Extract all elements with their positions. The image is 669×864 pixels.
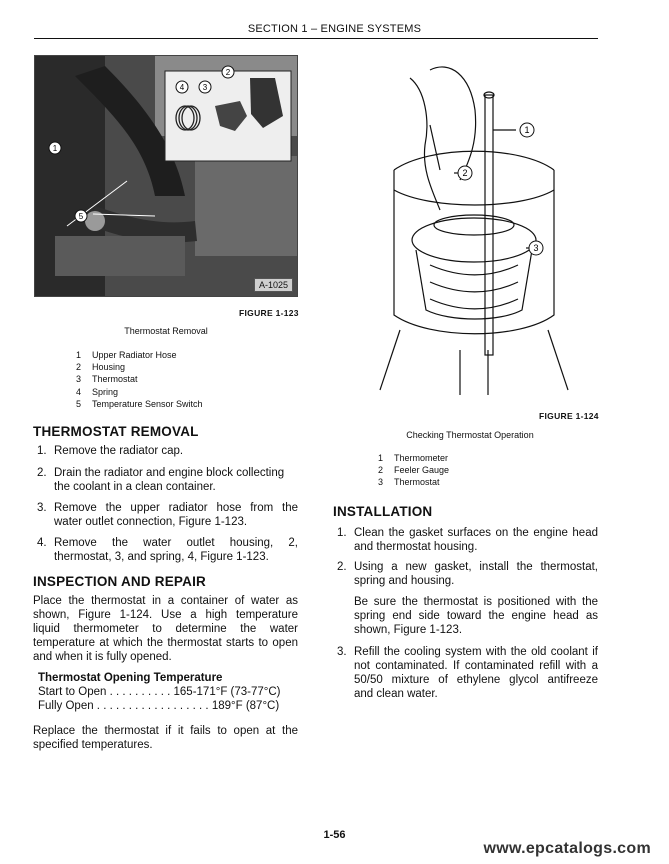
header-rule [34,38,598,39]
figure-1-124-legend [378,452,449,489]
heading-inspection-repair: INSPECTION AND REPAIR [33,574,206,589]
removal-step: 3. Remove the upper radiator hose from the water outlet connection, Figure 1-123. [37,502,298,528]
figure-1-123-legend [76,349,203,410]
installation-step: 2. Using a new gasket, install the thermostat, spring and housing. [337,561,598,587]
legend-item: 1 Upper Radiator Hose [76,350,177,360]
inspection-paragraph: Place the thermostat in a container of water as shown, Figure 1-124. Use a high temperature liquid thermometer to determine the water temperature at which the thermostat starts to open and when it is fully opened. [33,595,298,663]
figure-1-123-photo [34,55,298,297]
legend-item: 1 Thermometer [378,453,449,463]
legend-item: 3 Thermostat [76,374,138,385]
removal-step: 4. Remove the water outlet housing, 2, thermostat, 3, and spring, 4, Figure 1-123. [37,537,298,563]
callout-2: 2 [225,68,231,77]
figure-1-123-caption: Thermostat Removal [124,326,208,336]
replace-paragraph: Replace the thermostat if it fails to open at the specified temperatures. [33,725,298,751]
figure-1-124-label: FIGURE 1-124 [539,411,599,421]
heading-thermostat-removal: THERMOSTAT REMOVAL [33,424,199,439]
figure-1-124-caption: Checking Thermostat Operation [406,430,534,440]
legend-item: 2 Feeler Gauge [378,465,450,476]
callout-1: 1 [524,125,530,135]
installation-step: 3. Refill the cooling system with the old coolant if not contaminated. If contaminated refill with a 50/50 mixture of ethylene glycol antifreeze and clean water. [337,646,598,700]
figure-1-123-label: FIGURE 1-123 [239,308,299,318]
callout-5: 5 [78,212,84,221]
callout-1: 1 [52,144,58,153]
art-reference-tag: A-1025 [254,278,293,292]
callout-3: 3 [202,83,208,92]
section-header: SECTION 1 – ENGINE SYSTEMS [247,23,422,35]
removal-step: 1. Remove the radiator cap. [37,445,184,457]
installation-step: 1. Clean the gasket surfaces on the engine head and thermostat housing. [337,527,598,553]
legend-item: 3 Thermostat [378,477,440,488]
removal-step: 2. Drain the radiator and engine block collecting the coolant in a clean container. [37,467,285,493]
callout-2: 2 [462,168,468,178]
watermark: www.epcatalogs.com [483,840,651,857]
callout-3: 3 [533,243,539,253]
spec-row-fully-open: Fully Open . . . . . . . . . . . . . . . . . . 189°F (87°C) [38,700,280,712]
installation-note: Be sure the thermostat is positioned with the spring end side toward the engine head as shown, Figure 1-123. [354,596,598,636]
legend-item: 5 Temperature Sensor Switch [76,398,203,409]
legend-item: 4 Spring [76,386,119,397]
spec-row-start-to-open: Start to Open . . . . . . . . . . 165-171°F (73-77°C) [38,686,281,698]
spec-title: Thermostat Opening Temperature [38,672,223,684]
figure-1-124-drawing [370,50,610,400]
legend-item: 2 Housing [76,362,126,373]
callout-4: 4 [179,83,185,92]
figure-1-123-callouts [35,56,298,297]
heading-installation: INSTALLATION [333,504,433,519]
page-number: 1-56 [323,829,346,841]
